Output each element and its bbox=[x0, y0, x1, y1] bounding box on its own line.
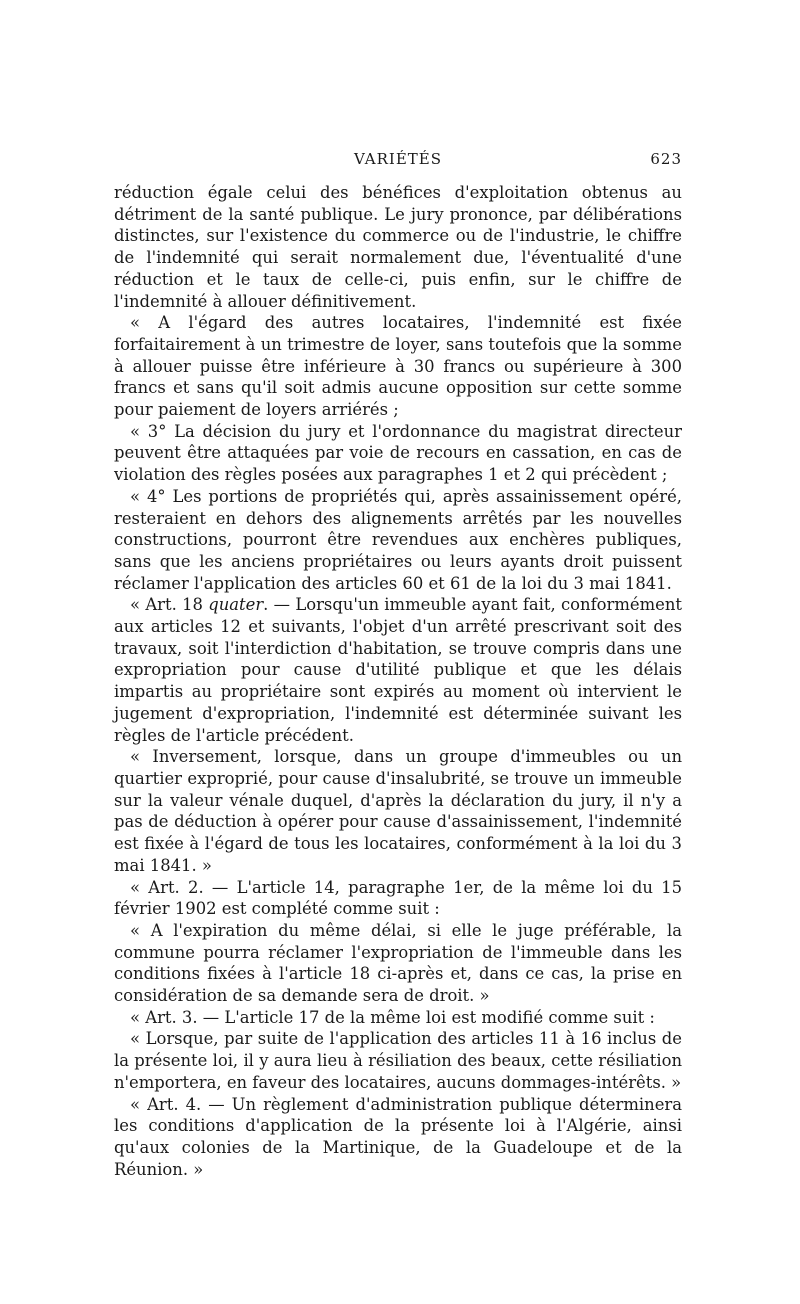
running-title: VARIÉTÉS bbox=[353, 150, 443, 168]
article-suffix-italic: quater bbox=[208, 595, 264, 615]
paragraph: « Lorsque, par suite de l'application des articles 11 à 16 inclus de la présente loi, il y aura lieu à résiliation des beaux, cette résiliation n'emportera, en faveur des locataires, aucuns dommages-intérêts. » bbox=[114, 1029, 682, 1092]
paragraph: « 3° La décision du jury et l'ordonnance du magistrat directeur peuvent être attaquées par voie de recours en cassation, en cas de violation des règles posées aux paragraphes 1 et 2 qui précèdent ; bbox=[114, 421, 682, 485]
page-number: 623 bbox=[650, 150, 682, 168]
paragraph: « A l'expiration du même délai, si elle le juge préférable, la commune pourra réclamer l'expropriation de l'immeuble dans les conditions fixées à l'article 18 ci-après et, dans ce cas, la prise en considération de sa demande sera de droit. » bbox=[114, 920, 682, 1006]
paragraph: « A l'égard des autres locataires, l'indemnité est fixée forfaitairement à un trimestre de loyer, sans toutefois que la somme à allouer puisse être inférieure à 30 francs ou supérieure à 300 francs et sans qu'il soit admis aucune opposition sur cette somme pour paiement de loyers arriérés ; bbox=[114, 313, 682, 420]
paragraph-text: . — Lorsqu'un immeuble ayant fait, conformément aux articles 12 et suivants, l'objet d'un arrêté prescrivant soit des travaux, soit l'interdiction d'habitation, se trouve compris dans une expropriation pour cause d'utilité publique et que les délais impartis au propriétaire sont expirés au moment où intervient le jugement d'expropriation, l'indemnité est déterminée suivant les règles de l'article précédent. bbox=[114, 595, 682, 745]
paragraph: réduction égale celui des bénéfices d'exploitation obtenus au détriment de la santé publique. Le jury prononce, par délibérations distinctes, sur l'existence du commerce ou de l'industrie, le chiffre de l'indemnité qui serait normalement due, l'éventualité d'une réduction et le taux de celle-ci, puis enfin, sur le chiffre de l'indemnité à allouer définitivement. bbox=[114, 183, 682, 311]
paragraph bbox=[114, 594, 682, 746]
running-header bbox=[114, 150, 682, 176]
paragraph: « Art. 2. — L'article 14, paragraphe 1er, de la même loi du 15 février 1902 est complété comme suit : bbox=[114, 877, 682, 919]
paragraph: « Art. 3. — L'article 17 de la même loi est modifié comme suit : bbox=[130, 1007, 655, 1027]
body-text bbox=[114, 182, 682, 1180]
paragraph: « Art. 4. — Un règlement d'administration publique déterminera les conditions d'application de la présente loi à l'Algérie, ainsi qu'aux colonies de la Martinique, de la Guadeloupe et de la Réunion. » bbox=[114, 1094, 682, 1179]
paragraph: « 4° Les portions de propriétés qui, après assainissement opéré, resteraient en dehors des alignements arrêtés par les nouvelles constructions, pourront être revendues aux enchères publiques, sans que les anciens propriétaires ou leurs ayants droit puissent réclamer l'application des articles 60 et 61 de la loi du 3 mai 1841. bbox=[114, 486, 682, 593]
paragraph: « Inversement, lorsque, dans un groupe d'immeubles ou un quartier exproprié, pour cause d'insalubrité, se trouve un immeuble sur la valeur vénale duquel, d'après la déclaration du jury, il n'y a pas de déduction à opérer pour cause d'assainissement, l'indemnité est fixée à l'égard de tous les locataires, conformément à la loi du 3 mai 1841. » bbox=[114, 747, 682, 875]
article-prefix: « Art. 18 bbox=[130, 595, 209, 615]
document-page bbox=[114, 150, 682, 1180]
